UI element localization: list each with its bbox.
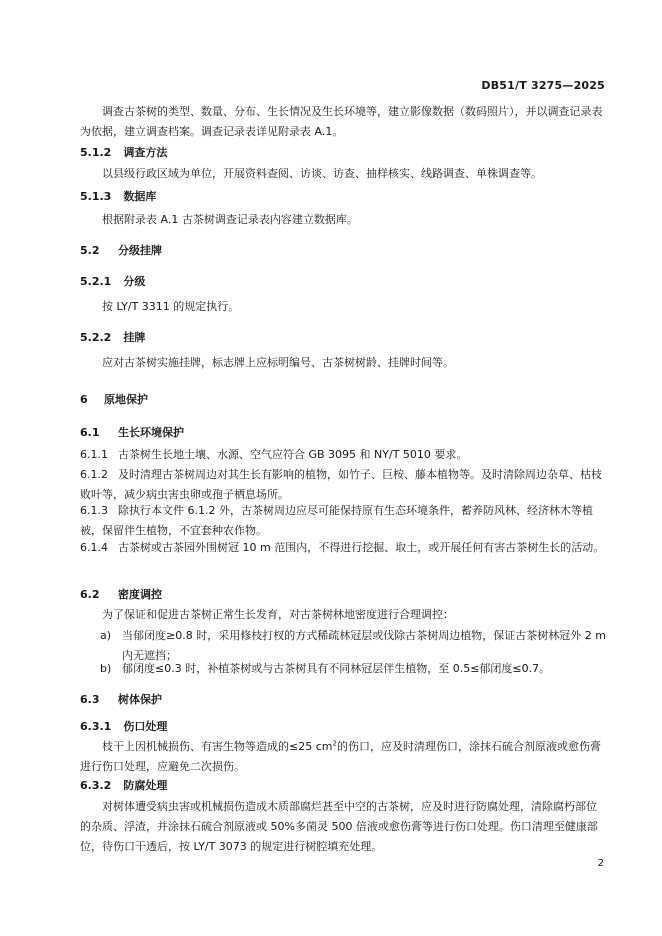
heading-6-3-2 <box>80 776 606 796</box>
clause-6-1-4 <box>80 538 606 558</box>
heading-5-2-1 <box>80 272 606 292</box>
list-item-b <box>80 659 606 679</box>
list-label: b) <box>100 662 112 675</box>
clause-6-1-3 <box>80 501 606 541</box>
clause-number: 6.1.1 <box>80 448 108 461</box>
heading-number: 6 <box>80 393 88 406</box>
heading-number: 5.2.1 <box>80 275 112 288</box>
paragraph-5-1-2: 以县级行政区域为单位，开展资料查阅、访谈、访查、抽样核实、线路调查、单株调查等。 <box>102 167 542 180</box>
clause-text: 及时清理古茶树周边对其生长有影响的植物，如竹子、巨桉、藤本植物等。及时清除周边杂草、枯枝败叶等，减少病虫害虫卵或孢子栖息场所。 <box>80 468 602 501</box>
paragraph-5-1-3: 根据附录表 A.1 古茶树调查记录表内容建立数据库。 <box>102 213 358 226</box>
list-text: 郁闭度≤0.3 时，补植茶树或与古茶树具有不同林冠层伴生植物，至 0.5≤郁闭度≤0.7。 <box>122 662 551 675</box>
heading-6-3 <box>80 690 606 710</box>
heading-number: 6.3.2 <box>80 779 112 792</box>
paragraph-text-end: 的伤口，应及时清理伤口，涂抹石硫合剂原液或愈伤膏进行伤口处理，应避免二次损伤。 <box>80 740 601 773</box>
clause-number: 6.1.2 <box>80 468 108 481</box>
heading-number: 5.2.2 <box>80 331 112 344</box>
heading-title: 防腐处理 <box>123 779 168 792</box>
heading-6-3-1 <box>80 717 606 737</box>
heading-5-1-3 <box>80 187 606 207</box>
heading-title: 树体保护 <box>118 693 162 706</box>
heading-number: 5.2 <box>80 244 100 257</box>
paragraph-5-2-1: 按 LY/T 3311 的规定执行。 <box>102 300 240 313</box>
paragraph-6-3-2: 对树体遭受病虫害或机械损伤造成木质部腐烂甚至中空的古茶树，应及时进行防腐处理，清除腐朽部位的杂质、浮渣，并涂抹石硫合剂原液或 50%多菌灵 500 倍液或愈伤膏等进行伤口处理。伤口清理至健康部位，待伤口干透后，按 LY/T 3073 的规定进行树腔填充处理。 <box>80 800 598 853</box>
heading-number: 5.1.3 <box>80 190 112 203</box>
heading-title: 调查方法 <box>123 146 168 159</box>
superscript: 2 <box>332 739 337 748</box>
heading-number: 6.1 <box>80 426 100 439</box>
clause-text: 古茶树或古茶园外围树冠 10 m 范围内，不得进行挖掘、取土，或开展任何有害古茶树生长的活动。 <box>118 541 605 554</box>
clause-6-1-2 <box>80 465 606 505</box>
heading-number: 6.2 <box>80 588 100 601</box>
heading-title: 分级 <box>123 275 146 288</box>
heading-title: 伤口处理 <box>123 720 168 733</box>
heading-6-2 <box>80 585 606 605</box>
list-label: a) <box>100 629 112 642</box>
clause-number: 6.1.3 <box>80 504 108 517</box>
heading-title: 生长环境保护 <box>118 426 184 439</box>
heading-title: 原地保护 <box>104 393 148 406</box>
clause-text: 古茶树生长地土壤、水源、空气应符合 GB 3095 和 NY/T 5010 要求。 <box>118 448 468 461</box>
clause-text: 除执行本文件 6.1.2 外，古茶树周边应尽可能保持原有生态环境条件，蓄养防风林、经济林木等植被，保留伴生植物，不宜套种农作物。 <box>80 504 593 537</box>
heading-title: 分级挂牌 <box>118 244 162 257</box>
page-number: 2 <box>597 858 604 869</box>
paragraph-5-2-2: 应对古茶树实施挂牌，标志牌上应标明编号、古茶树树龄、挂牌时间等。 <box>102 356 454 369</box>
heading-5-2 <box>80 241 606 261</box>
clause-number: 6.1.4 <box>80 541 108 554</box>
paragraph-intro: 调查古茶树的类型、数量、分布、生长情况及生长环境等，建立影像数据（数码照片），并以调查记录表为依据，建立调查档案。调查记录表详见附录表 A.1。 <box>80 105 603 138</box>
standard-code: DB51/T 3275—2025 <box>481 79 605 92</box>
heading-number: 6.3.1 <box>80 720 112 733</box>
heading-number: 6.3 <box>80 693 100 706</box>
paragraph-6-3-1 <box>80 737 606 777</box>
paragraph-6-2: 为了保证和促进古茶树正常生长发育，对古茶树林地密度进行合理调控： <box>102 608 454 621</box>
heading-title: 密度调控 <box>118 588 162 601</box>
clause-6-1-1 <box>80 445 606 465</box>
heading-5-2-2 <box>80 328 606 348</box>
heading-number: 5.1.2 <box>80 146 112 159</box>
heading-title: 挂牌 <box>123 331 146 344</box>
heading-6 <box>80 390 606 410</box>
paragraph-text-start: 枝干上因机械损伤、有害生物等造成的≤25 cm <box>102 740 333 753</box>
list-text: 当郁闭度≥0.8 时，采用修枝打杈的方式稀疏林冠层或伐除古茶树周边植物，保证古茶树林冠外 2 m 内无遮挡； <box>122 629 606 662</box>
heading-6-1 <box>80 423 606 443</box>
heading-title: 数据库 <box>123 190 157 203</box>
heading-5-1-2 <box>80 143 606 163</box>
